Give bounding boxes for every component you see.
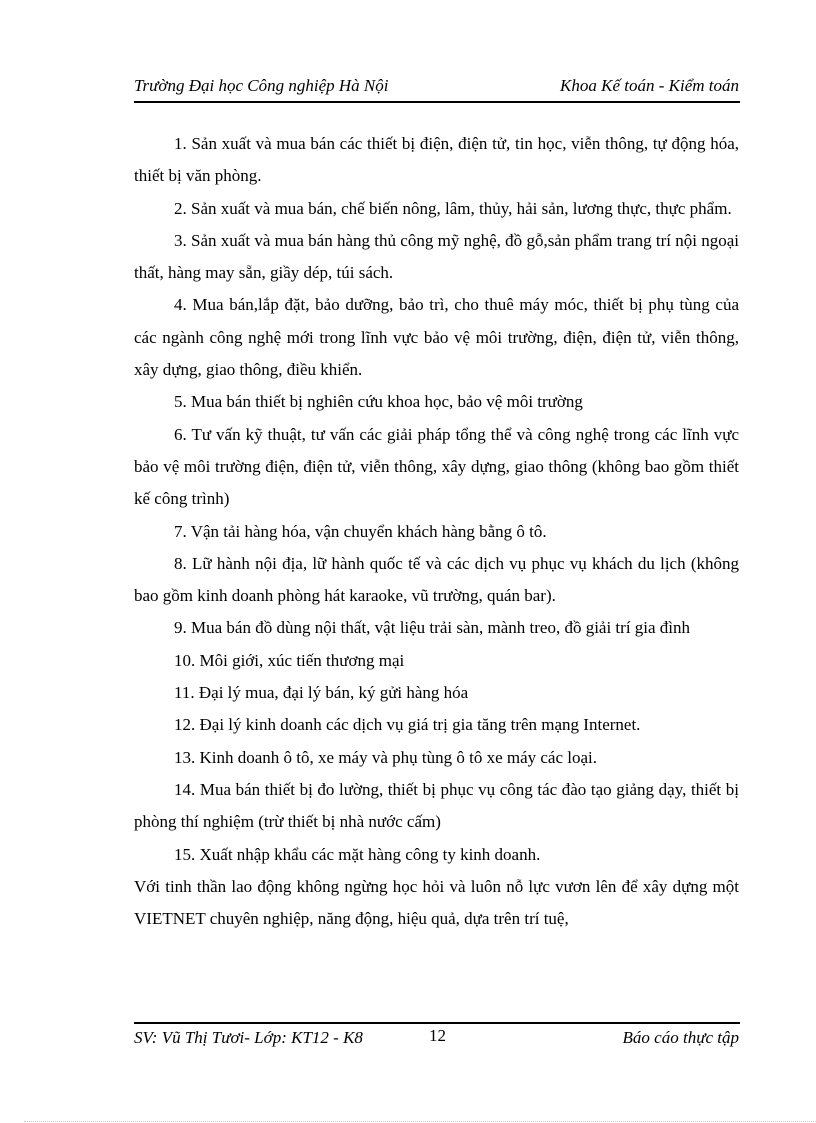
list-item: 8. Lữ hành nội địa, lữ hành quốc tế và các dịch vụ phục vụ khách du lịch (không bao gồm kinh doanh phòng hát karaoke, vũ trường, quán bar).: [134, 553, 739, 606]
page-header: [134, 76, 739, 100]
page-footer: [134, 1026, 739, 1050]
header-university: Trường Đại học Công nghiệp Hà Nội: [134, 76, 389, 95]
list-item: 1. Sản xuất và mua bán các thiết bị điện, điện tử, tin học, viễn thông, tự động hóa, thiết bị văn phòng.: [134, 134, 739, 186]
list-item: 12. Đại lý kinh doanh các dịch vụ giá trị gia tăng trên mạng Internet.: [174, 715, 641, 735]
list-item: 13. Kinh doanh ô tô, xe máy và phụ tùng ô tô xe máy các loại.: [174, 747, 598, 767]
list-item: 2. Sản xuất và mua bán, chế biến nông, lâm, thủy, hải sản, lương thực, thực phẩm.: [174, 198, 732, 218]
list-item: 7. Vận tải hàng hóa, vận chuyển khách hàng bằng ô tô.: [174, 521, 547, 541]
list-item: 15. Xuất nhập khẩu các mặt hàng công ty kinh doanh.: [174, 844, 541, 864]
page-number: 12: [429, 1026, 446, 1045]
footer-report-title: Báo cáo thực tập: [622, 1028, 739, 1047]
list-item: 14. Mua bán thiết bị đo lường, thiết bị phục vụ công tác đào tạo giảng dạy, thiết bị phòng thí nghiệm (trừ thiết bị nhà nước cấm): [134, 779, 739, 832]
list-item: 4. Mua bán,lắp đặt, bảo dưỡng, bảo trì, cho thuê máy móc, thiết bị phụ tùng của các ngành công nghệ mới trong lĩnh vực bảo vệ môi trường, điện, điện tử, viễn thông, xây dựng, giao thông, điều khiển.: [134, 295, 739, 380]
list-item: 5. Mua bán thiết bị nghiên cứu khoa học, bảo vệ môi trường: [174, 392, 583, 412]
footer-student: SV: Vũ Thị Tươi- Lớp: KT12 - K8: [134, 1028, 363, 1047]
header-divider: [134, 101, 740, 103]
page-bottom-edge: [24, 1121, 816, 1122]
list-item: 9. Mua bán đồ dùng nội thất, vật liệu trải sàn, mành treo, đồ giải trí gia đình: [174, 618, 691, 638]
page-body: [134, 128, 739, 935]
header-faculty: Khoa Kế toán - Kiểm toán: [560, 76, 739, 95]
list-item: 10. Môi giới, xúc tiến thương mại: [174, 650, 405, 670]
list-item: 3. Sản xuất và mua bán hàng thủ công mỹ nghệ, đồ gỗ,sản phẩm trang trí nội ngoại thất, hàng may sẵn, giầy dép, túi sách.: [134, 230, 739, 283]
closing-paragraph: Với tinh thần lao động không ngừng học hỏi và luôn nỗ lực vươn lên để xây dựng một VIETNET chuyên nghiệp, năng động, hiệu quả, dựa trên trí tuệ,: [134, 876, 739, 929]
list-item: 11. Đại lý mua, đại lý bán, ký gửi hàng hóa: [174, 683, 469, 703]
footer-divider: [134, 1022, 740, 1024]
list-item: 6. Tư vấn kỹ thuật, tư vấn các giải pháp tổng thể và công nghệ trong các lĩnh vực bảo vệ môi trường điện, điện tử, viễn thông, xây dựng, giao thông (không bao gồm thiết kế công trình): [134, 424, 739, 509]
